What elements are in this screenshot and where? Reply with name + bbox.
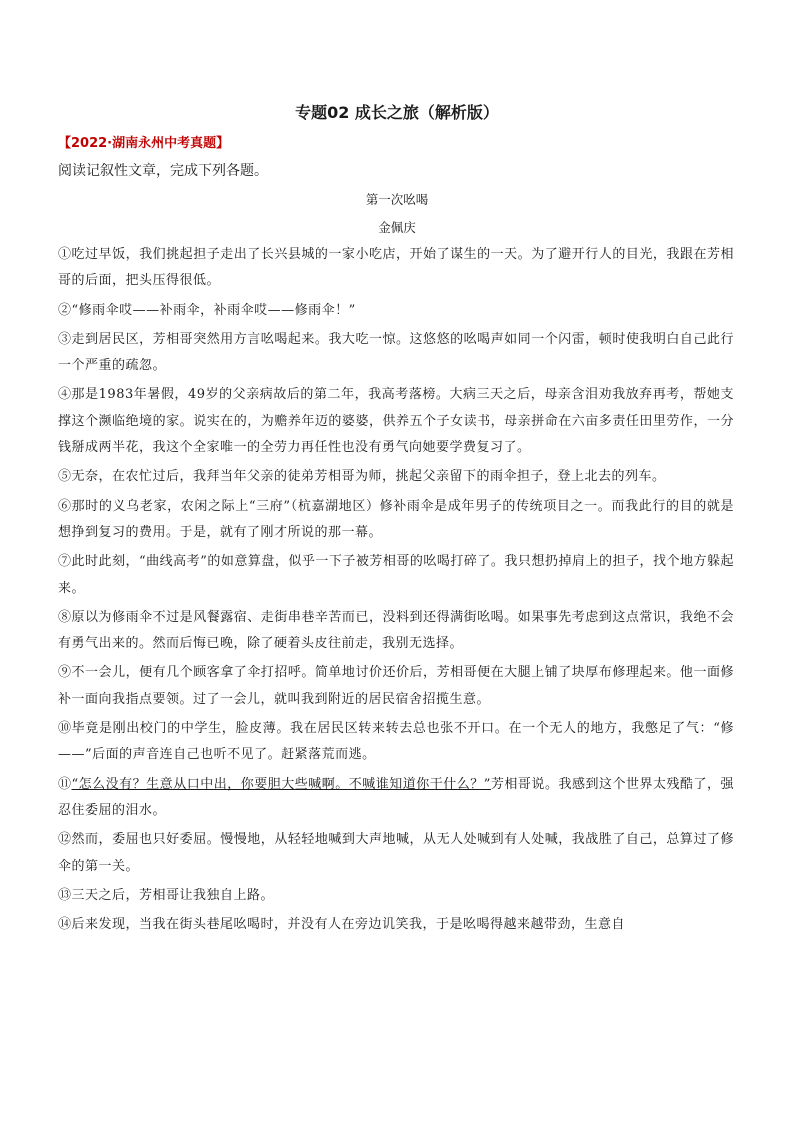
paragraph-3: ③走到居民区，芳相哥突然用方言吆喝起来。我大吃一惊。这悠悠的吆喝声如同一个闪雷，顿时使我明白自己此行一个严重的疏忽。 [58,331,734,374]
article-title: 第一次吆喝 [365,192,429,207]
page-title: 专题02 成长之旅（解析版） [295,103,499,122]
paragraph-11-number: ⑪ [58,776,72,792]
paragraph-11-rest: 芳相哥说。我感到这个世界太残酷了，强忍住委屈的泪水。 [58,776,734,818]
paragraph-4: ④那是1983年暑假，49岁的父亲病故后的第二年，我高考落榜。大病三天之后，母亲含泪劝我放弃再考，帮她支撑这个濒临绝境的家。说实在的，为赡养年迈的婆婆，供养五个子女读书，母亲拼命在六亩多责任田里劳作，一分钱掰成两半花，我这个全家唯一的全劳力再任性也没有勇气向她要学费复习了。 [58,387,734,456]
paragraph-11-underlined-quote: “怎么没有？生意从口中出，你要胆大些喊啊。不喊谁知道你干什么？” [71,776,491,792]
paragraph-13: ⑬三天之后，芳相哥让我独自上路。 [58,887,275,903]
instruction-text: 阅读记叙性文章，完成下列各题。 [58,163,268,179]
paragraph-1: ①吃过早饭，我们挑起担子走出了长兴县城的一家小吃店，开始了谋生的一天。为了避开行人的目光，我跟在芳相哥的后面，把头压得很低。 [58,247,734,289]
paragraph-14: ⑭后来发现，当我在街头巷尾吆喝时，并没有人在旁边讥笑我，于是吆喝得越来越带劲，生意自 [58,917,626,933]
article-body [58,242,734,941]
paragraph-12: ⑫然而，委屈也只好委屈。慢慢地，从轻轻地喊到大声地喊，从无人处喊到有人处喊，我战胜了自己，总算过了修伞的第一关。 [58,832,734,874]
paragraph-7: ⑦此时此刻，“曲线高考”的如意算盘，似乎一下子被芳相哥的吆喝打碎了。我只想扔掉肩上的担子，找个地方躲起来。 [58,554,734,596]
article-author: 金佩庆 [378,220,416,235]
paragraph-10: ⑩毕竟是刚出校门的中学生，脸皮薄。我在居民区转来转去总也张不开口。在一个无人的地方，我憋足了气：“修——”后面的声音连自己也听不见了。赶紧落荒而逃。 [58,721,734,763]
paragraph-2: ②“修雨伞哎——补雨伞，补雨伞哎——修雨伞！” [58,302,356,318]
exam-source-label: 【2022·湖南永州中考真题】 [58,136,230,151]
paragraph-6: ⑥那时的义乌老家，农闲之际上“三府”（杭嘉湖地区）修补雨伞是成年男子的传统项目之一。而我此行的目的就是想挣到复习的费用。于是，就有了刚才所说的那一幕。 [58,498,734,540]
paragraph-11 [58,772,734,825]
paragraph-8: ⑧原以为修雨伞不过是风餐露宿、走街串巷辛苦而已，没料到还得满街吆喝。如果事先考虑到这点常识，我绝不会有勇气出来的。然而后悔已晚，除了硬着头皮往前走，我别无选择。 [58,609,734,652]
paragraph-5: ⑤无奈，在农忙过后，我拜当年父亲的徒弟芳相哥为师，挑起父亲留下的雨伞担子，登上北去的列车。 [58,469,666,485]
paragraph-9: ⑨不一会儿，便有几个顾客拿了伞打招呼。简单地讨价还价后，芳相哥便在大腿上铺了块厚布修理起来。他一面修补一面向我指点要领。过了一会儿，就叫我到附近的居民宿舍招揽生意。 [58,665,734,707]
